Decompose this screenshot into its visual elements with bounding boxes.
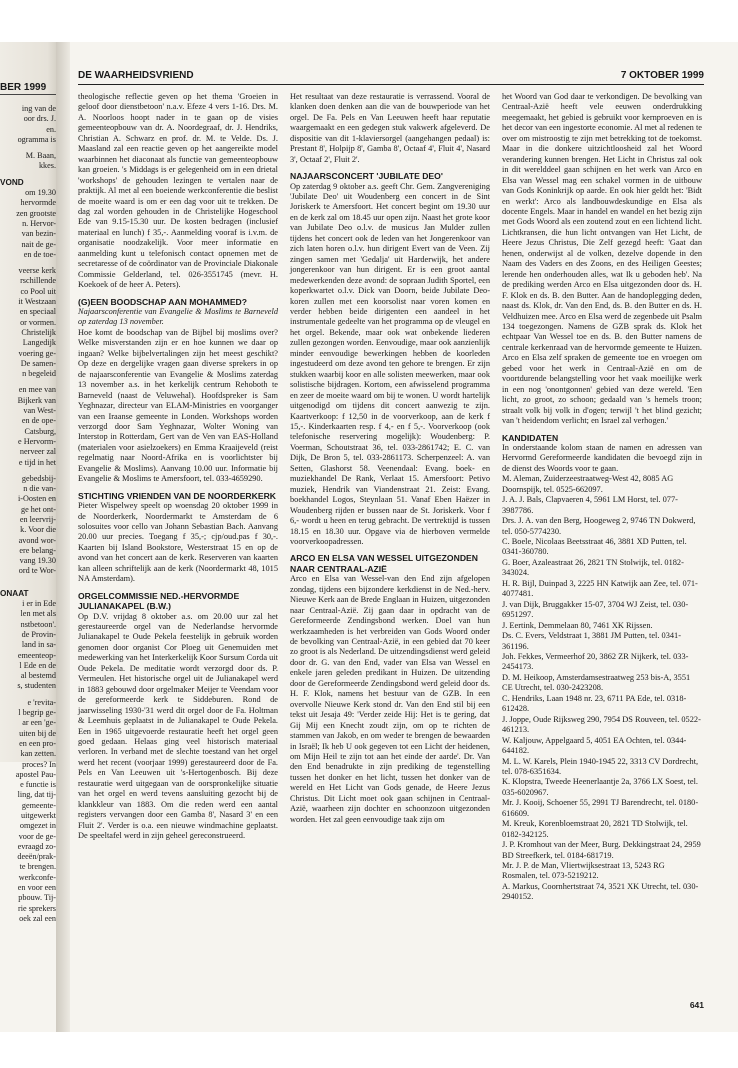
previous-page-line: oek zal een [19,913,56,923]
candidate-entry: C. Boele, Nicolaas Beetsstraat 46, 3881 XD Putten, tel. 0341-360780. [502,536,687,557]
previous-page-line: e Hervorm- [18,436,56,446]
previous-page-line: ing van de [21,104,56,113]
previous-page-line: gemeente- [21,800,56,810]
previous-page-line: Catsburg, [24,426,56,436]
previous-page-line: om 19.30 [25,188,56,198]
article-heading: STICHTING VRIENDEN VAN DE NOORDERKERK [78,490,276,501]
article-heading: KANDIDATEN [502,432,559,443]
previous-page-heading: ONAAT [0,588,29,598]
candidate-entry: M. Aleman, Zuiderzeestraatweg-West 42, 8085 AG Doornspijk, tel. 0525-662097. [502,474,674,494]
previous-page-line: co Pool uit [20,286,56,296]
previous-page-line: ge het ont- [20,504,56,514]
previous-page-line: hervormde [20,198,56,208]
article-paragraph: Op D.V. vrijdag 8 oktober a.s. om 20.00 uur zal het gerestaureerde orgel van de Nederlandse hervormde Julianakapel te Oude Pekela feestelijk in gebruik worden genomen door organist Cor Ploeg uit Genemuiden met medewerking van het Interkerkelijk Koor Sursum Corda uit Oude Pekela. De meditatie wordt verzorgd door ds. P. Vermeulen. Het historische orgel uit de Julianakapel werd in 1883 gebouwd door orgelmaker Meijer te Veendam voor de gereformeerde kerk te Siddeburen. Rond de jaarwisseling 1930-'31 werd dit orgel door de Fa. Holtman & Leemhuis geplaatst in de Julianakapel te Oude Pekela. Een in 1965 uitgevoerde restauratie heeft het orgel geen goed gedaan. Helaas ging veel historisch materiaal verloren. In verband met de slechte toestand van het orgel werd het recent (voorjaar 1999) gerestaureerd door de Fa. Pels en Van Leeuwen uit 's-Hertogenbosch. Bij deze restauratie werd uitgegaan van de oorspronkelijke situatie van het orgel en werd tevens aansluiting gezocht bij de klankkleur van 1883. Om die reden werd een aantal registers vervangen door een Gamba 8', Nasard 3' en een Fluit 2'. Verder is o.a. een nieuwe windmachine geplaatst. De speeltafel werd in zijn geheel gereconstrueerd. [78,611,278,841]
candidate-entry: J. van Dijk, Bruggakker 15-07, 3704 WJ Zeist, tel. 030-6951297. [502,599,689,620]
previous-page-line: it Westzaan [18,297,56,307]
candidate-entry: G. Boer, Azaleastraat 26, 2821 TN Stolwijk, tel. 0182-343024. [502,557,684,578]
candidate-entry: Mr. J. Kooij, Schoener 55, 2991 TJ Barendrecht, tel. 0180-616609. [502,798,699,818]
previous-page-heading: VOND [0,177,24,187]
previous-page-header: BER 1999 [0,82,56,95]
previous-page-line: van West- [23,406,56,416]
previous-page-line: uitgewerkt [20,811,56,820]
previous-page-line: e tijd in het [18,457,56,467]
candidate-entry: Drs. J. A. van den Berg, Hoogeweg 2, 9746 TN Dokwerd, tel. 050-5774230. [502,516,696,536]
candidate-entry: J. P. Kromhout van der Meer, Burg. Dekkingstraat 24, 2959 BD Streefkerk, tel. 0184-681719. [502,840,701,860]
previous-page-line: en een pro- [19,738,56,748]
previous-page-line: Langedijk [22,338,56,348]
previous-page-line: proces? In [22,759,56,769]
candidate-entry: C. Hendriks, Laan 1948 nr. 23, 6711 PA Ede, tel. 0318-612428. [502,693,687,714]
previous-page-spacer [0,577,56,583]
previous-page-line: i-Oosten en [18,494,56,504]
article-paragraph: Hoe komt de boodschap van de Bijbel bij moslims over? Welke misverstanden zijn er en hoe kunnen we daar op ingaan? Welke bijbelvertalingen zijn het meest geschikt? Op deze en dergelijke vragen gaan diverse sprekers in op de najaarsconferentie van Evangelie & Moslims zaterdag 13 november a.s. in het kerkelijk centrum Rehoboth te Barneveld (naast de Veluwehal). Hoofdspreker is Sam Yeghnazar, directeur van ELAM-Ministries en voorganger van een Iraanse gemeente in Londen. Workshops worden verzorgd door Sam Yeghnazar, Wolter Woning van Interstop in Rotterdam, Gert van de Ven van EAS-Holland (materialen voor asielzoekers) en Emma Kraaijeveld (reist regelmatig naar Noord-Afrika en is voorlichtster bij Evangelie & Moslims). Aanvang 10.00 uur. Informatie bij Evangelie & Moslims te Amersfoort, tel. 033-4659290. [78,327,278,484]
candidate-entry: M. Kreuk, Korenbloemstraat 20, 2821 TD Stolwijk, tel. 0182-342125. [502,819,688,839]
previous-page-line: al bestemd [20,671,56,681]
previous-page-line: or vormen. [20,317,56,327]
previous-page-line: en. [46,124,56,134]
previous-page-line: n die van- [23,484,56,494]
previous-page-line: l Ede en de [19,660,56,670]
previous-page-line: k. Voor die [20,525,56,535]
previous-page-line: rie sprekers [18,903,56,913]
previous-page-line: ogramma is [17,134,56,144]
article-paragraph: het Woord van God daar te verkondigen. De bevolking van Centraal-Azië heeft vele eeuwen onderdrukking meegemaakt, het gebied is gebruikt voor kernproeven en is het decor van een ingestorte economie. Al met al redenen te over om mistroostig te zijn met betrekking tot de toekomst. Maar in die donkere uitzichtloosheid zal het Woord verandering kunnen brengen. Het Licht in Christus zal ook in dit werelddeel gaan schijnen en het werk van Arco en Elsa van Wessel mag een schakel vormen in de uitbouw van Gods Koninkrijk op aarde. En ook hier geldt het: 'Bidt en werkt': Arco als landbouwdeskundige en Elsa als docente Engels. Maar in handel en wandel en het bezig zijn met Gods Woord als een zoutend zout en een lichtend licht. Lichtkransen, die hun licht ontvangen van Het Licht, de Heere Jezus Christus, Die Zelf gezegd heeft: 'Gaat dan henen, onderwijst al de volken, dezelve dopende in den Naam des Vaders en des Zoons, en des Heiligen Geestes; lerende hen onderhouden alles, wat Ik u geboden heb'. Na de prediking werden Arco en Elsa uitgezonden door ds. H. F. Klok en ds. B. den Butter. Aan de handoplegging deden, naast ds. Klok, dr. Van den End, ds. B. den Butter en ds. H. Veldhuizen mee. Arco en Elsa werd de zegenbede uit Psalm 134 toegezongen. Namens de GZB sprak ds. Klok het echtpaar Van Wessel toe en ds. B. den Butter namens de centrale kerkenraad van de hervormde gemeente te Huizen. Arco en Elsa zelf spraken de gemeente toe en vroegen om gebed voor het werk in Centraal-Azië en om de voortdurende belangstelling voor het vaak moeilijke werk in een nog 'onontgonnen' gebied van deze wereld. 'Een licht, zo groot, zo schoon; gedaald van 's hemels troon; straalt volk bij volk in d'ogen; terwijl 't het blind gezicht; van 't heidendom verlicht; en Israel zal verhogen.' [502,92,702,426]
candidate-entry: J. A. J. Bals, Clapvaeren 4, 5961 LM Horst, tel. 077-3987786. [502,495,678,515]
article-heading: (G)EEN BOODSCHAP AAN MOHAMMED? [78,296,248,307]
previous-page-line: rschillende [20,276,56,286]
previous-page-line: l begrip ge- [18,708,56,718]
previous-page-line: te brengen. [19,862,56,872]
text-column-1 [78,92,278,997]
previous-page-line: De samen- [20,358,56,368]
previous-page-line: Bijkerk van [17,395,56,405]
issue-date: 7 OKTOBER 1999 [620,70,704,81]
candidate-entry: Joh. Fekkes, Vermeerhof 20, 3862 ZR Nijkerk, tel. 033-2454173. [502,651,689,672]
previous-page-line: evraagd zo- [17,841,56,851]
article-paragraph: Pieter Wispelwey speelt op woensdag 20 oktober 1999 in de Noorderkerk, Noordermarkt te Amsterdam de 6 solosuites voor cello van Johann Sebastian Bach. Aanvang 20.00 uur precies. Toegang f 35,-; cjp/oud.pas f 30,-. Kaarten bij Island Bookstore, Westerstraat 15 en op de avond van het concert aan de kerk. Reserveren van kaarten kan alleen schriftelijk aan de kerk (Noordermarkt 48, 1015 NA Amsterdam). [78,501,278,584]
previous-page-line: n begeleid [22,369,56,379]
previous-page-line: nerveer zal [19,447,56,457]
candidate-entry: Ds. C. Evers, Veldstraat 1, 3881 JM Putten, tel. 0341-361196. [502,631,681,651]
previous-page-line: n. Hervor- [22,218,56,228]
magazine-title: DE WAARHEIDSVRIEND [78,70,194,81]
candidate-entry: A. Markus, Coornhertstraat 74, 3521 XK Utrecht, tel. 030-2940152. [502,881,699,902]
previous-page-line: zen grootste [16,208,56,218]
previous-page-line: avond wor- [18,535,56,545]
previous-page-line: van bezin- [21,229,56,239]
previous-page-line: land in sa- [21,640,56,650]
previous-page-line: voering ge- [18,348,56,358]
article-paragraph: Arco en Elsa van Wessel-van den End zijn afgelopen zondag, tijdens een bijzondere kerkdienst in de Ned.-herv. Nieuwe Kerk aan de Brede Englaan in Huizen, uitgezonden naar Centraal-Azië. Zij gaan daar in opdracht van de Gereformeerde Zendingsbond werken. Doel van hun werkzaamheden is het verbreiden van Gods Woord onder de bevolking van Centraal-Azië, in een gebied dat 70 keer zo groot is als Nederland. De uitzendingsdienst werd geleid door dr. G. van den End, vader van Elsa van Wessel en enkele jaren geleden predikant in Huizen. De uitzending door de Gereformeerde Zendingsbond werd geleid door ds. H. F. Klok, namens het bestuur van de GZB. In een overvolle Nieuwe Kerk stond dr. Van den End stil bij een tekst uit Jesaja 49: 'Verder zeide Hij: Het is te gering, dat Gij Mij een Knecht zoudt zijn, om op te richten de stammen van Jakob, en om weder te brengen de bewaarden in Israël; Ik heb U ook gegeven tot een Licht der heidenen, om Mijn Heil te zijn tot aan het einde der aarde'. Dr. Van den End benadrukte in zijn prediking de tegenstelling tussen het donker en het licht, tussen het donker van de wereld en Het Licht van Gods genade, de Heere Jezus Christus. Dit Licht moet ook gaan schijnen in Centraal-Azië, waarheen zijn dochter en schoonzoon uitgezonden worden. Het zal geen eenvoudige taak zijn om [290,574,490,824]
previous-page-line: ar een 'ge- [22,718,56,728]
previous-page-line: e functie is [20,780,56,790]
candidate-entry: Mr. J. P. de Man, Vliertwijksestraat 13, 5243 RG Rosmalen, tel. 073-5219212. [502,861,665,881]
previous-page-line: e 'revita- [27,697,56,707]
article-heading: ARCO EN ELSA VAN WESSEL UITGEZONDEN NAAR CENTRAAL-AZIË [290,553,478,574]
candidate-entry: J. Eertink, Demmelaan 80, 7461 XK Rijssen. [502,620,653,630]
previous-page-line: kan zetten. [20,749,56,759]
previous-page-line: emeenteop- [17,650,56,660]
article-paragraph: Op zaterdag 9 oktober a.s. geeft Chr. Gem. Zangvereniging 'Jubilate Deo' uit Woudenberg een concert in de Sint Joriskerk te Amersfoort. Het concert begint om 19.30 uur en de kerk zal om 18.45 uur open zijn. Naast het grote koor van Jubilate Deo o.l.v. de musicus Jan Mulder zullen tijdens het concert ook de leden van het Jongerenkoor van zich laten horen o.l.v. hun dirigent Evert van de Veen. Zij zingen samen met 'Gedalja' uit Harderwijk, het andere jongerenkoor van hun dirigent. Er is een groot aantal medewerkenden deze avond: de sopraan Judith Sportel, een koperkwartet o.l.v. Dick van Doorn, beide Jubilate Deo-koren zullen met een koorsolist naar voren komen en verder hebben beide dirigenten een aandeel in het instrumentale gedeelte van het programma op de vleugel en het orgel. Bekende, maar ook wat onbekende liederen zullen gezongen worden. Eenvoudige, maar ook aanzienlijk minder eenvoudige bewerkingen hebben de koorleden ingestudeerd om deze avond ten gehore te brengen. Er zijn stukken waarbij koor en alle solisten meewerken, maar ook solistische bijdragen. Kortom, een afwisselend programma en zeer de moeite waard om bij te wonen. U wordt hartelijk uitgenodigd om tijdens dit concert aanwezig te zijn. Kaartverkoop: f 12,50 in de voorverkoop, aan de kerk f 15,-. Kinderkaarten resp. f 4,- en f 5,-. Voorverkoop (ook telefonische reservering mogelijk): Woudenberg: P. Voerman, Schoutstraat 36, tel. 033-2861742; E. C. van Dijk, De Bron 5, tel. 033-2861173. Scherpenzeel: A. van Setten, Glashorst 58. Veenendaal: Evang. boek- en muziekhandel De Rank, Verlaat 15. Amersfoort: Petivo muziek, Hendrik van Viandenstraat 21. Zeist: Evang. boekhandel Logos, Steynlaan 51. Vanaf Eben Haëzer in Woudenberg rijden er bussen naar de St. Joriskerk. Voor f 6,- wordt u heen en terug gebracht. De vertrektijd is tussen 18.15 en 18.30 uur. Opgave via de hierboven vermelde voorverkoopadressen. [290,181,490,546]
previous-page-line: Christelijk [21,327,56,337]
candidate-entry: M. L. W. Karels, Plein 1940-1945 22, 3313 CV Dordrecht, tel. 078-6351634. [502,756,699,776]
previous-page-line: i er in Ede [22,599,56,609]
previous-page-line: werkconfe- [18,872,56,882]
article-paragraph: In onderstaande kolom staan de namen en adressen van Hervormd Gereformeerde kandidaten die bevoegd zijn in de dienst des Woords voor te gaan. [502,442,702,473]
previous-page-line: uiten bij de [19,728,56,738]
previous-page-line: nstbetoon'. [20,619,56,629]
previous-page-edge [0,42,56,923]
candidate-entry: W. Kaljouw, Appelgaard 5, 4051 EA Ochten, tel. 0344-644182. [502,735,687,756]
previous-page-line: vang 19.30 [19,556,56,566]
previous-page-line: ere belang- [19,545,56,555]
candidate-entry: H. R. Bijl, Duinpad 3, 2225 HN Katwijk aan Zee, tel. 071-4077481. [502,578,698,599]
article-paragraph: theologische reflectie geven op het thema 'Groeien in geloof door dienstbetoon' n.a.v. Efeze 4 vers 1-16. Drs. M. A. Noorloos hoopt nader in te gaan op de visies gemeenteopbouw van dr. A. Noordegraaf, dr. J. Hendriks, Christian A. Schwarz en prof. dr. M. te Velde. Ds. J. Maasland zal een reactie geven op het aangereikte model waarbinnen het diaconaat als functie van gemeenteopbouw kan groeien. 's Middags is er gelegenheid om in een drietal 'workshops' de gehouden lezingen te vertalen naar de praktijk. Al met al een boeiende werkconferentie die beslist de moeite waard is om er een dag voor uit te trekken. De dag zal worden gehouden in de Christelijke Hogeschool Ede van 9.15-15.30 uur. De kosten bedragen (inclusief materiaal en lunch) f 35,-. Aanmelding vooraf is i.v.m. de organisatie noodzakelijk. Voor meer informatie en aanmelding kunt u telefonisch contact opnemen met de secretaresse of de coördinator van de Provinciale Diakonale Commissie Gelderland, tel. 026-3551745 (mevr. H. Koekoek of de heer A. Peters). [78,92,278,290]
previous-page-line: en mee van [18,385,56,395]
page-header [78,70,704,85]
previous-page-line: ord te Wor- [18,566,56,576]
previous-page-line: en leervrij- [19,514,56,524]
previous-page-line: en de toe- [23,249,56,259]
page-gutter [56,42,70,1032]
previous-page-line: M. Baan, [25,151,56,161]
previous-page-line: s, studenten [17,681,56,691]
candidate-entry: D. M. Heikoop, Amsterdamsestraatweg 253 bis-A, 3551 CE Utrecht, tel. 030-2423208. [502,672,691,693]
article-paragraph: Het resultaat van deze restauratie is verrassend. Vooral de klanken doen denken aan die van de bouwperiode van het orgel. De Fa. Pels en Van Leeuwen heeft haar reputatie waargemaakt en een gedegen stuk vakwerk afgeleverd. De dispositie van dit 1-klaviersorgel (aangehangen pedaal) is: Prestant 8', Holpijp 8', Gamba 8', Octaaf 4', Fluit 4', Nasard 3', Octaaf 2', Fluit 2'. [290,92,490,164]
page-number: 641 [689,1000,704,1010]
previous-page-line: len met als [20,609,56,619]
text-column-2 [290,92,490,997]
previous-page-line: voor de ge- [18,831,56,841]
text-column-3 [502,92,702,997]
article-lead: Najaarsconferentie van Evangelie & Moslims te Barneveld op zaterdag 13 november. [78,307,278,327]
previous-page-line: en de ope- [21,416,56,426]
previous-page-line: en speciaal [19,307,56,317]
previous-page-line: oor drs. J. [23,114,56,124]
article-heading: NAJAARSCONCERT 'JUBILATE DEO' [290,171,443,182]
previous-page-line: veerse kerk [18,266,56,276]
previous-page-line: nait de ge- [21,239,56,249]
previous-page-line: de Provin- [21,629,56,639]
previous-page-line: pbouw. Tij- [18,893,56,903]
previous-page-line: deeën/prak- [17,852,56,862]
previous-page-line: kkes. [38,161,56,171]
article-heading: ORGELCOMMISSIE NED.-HERVORMDE JULIANAKAPEL (B.W.) [78,590,240,612]
previous-page-line: gebedsbij- [21,473,56,483]
previous-page-line: omgezet in [19,821,56,831]
candidate-entry: J. Joppe, Oude Rijksweg 290, 7954 DS Rouveen, tel. 0522-461213. [502,714,701,735]
previous-page-line: ling, dat tij- [17,790,56,800]
previous-page-line: apostel Pau- [15,769,56,779]
previous-page-text [0,104,56,924]
previous-page-line: en voor een [17,883,56,893]
candidate-entry: K. Klopstra, Tweede Heenerlaantje 2a, 3766 LX Soest, tel. 035-6020967. [502,777,698,797]
